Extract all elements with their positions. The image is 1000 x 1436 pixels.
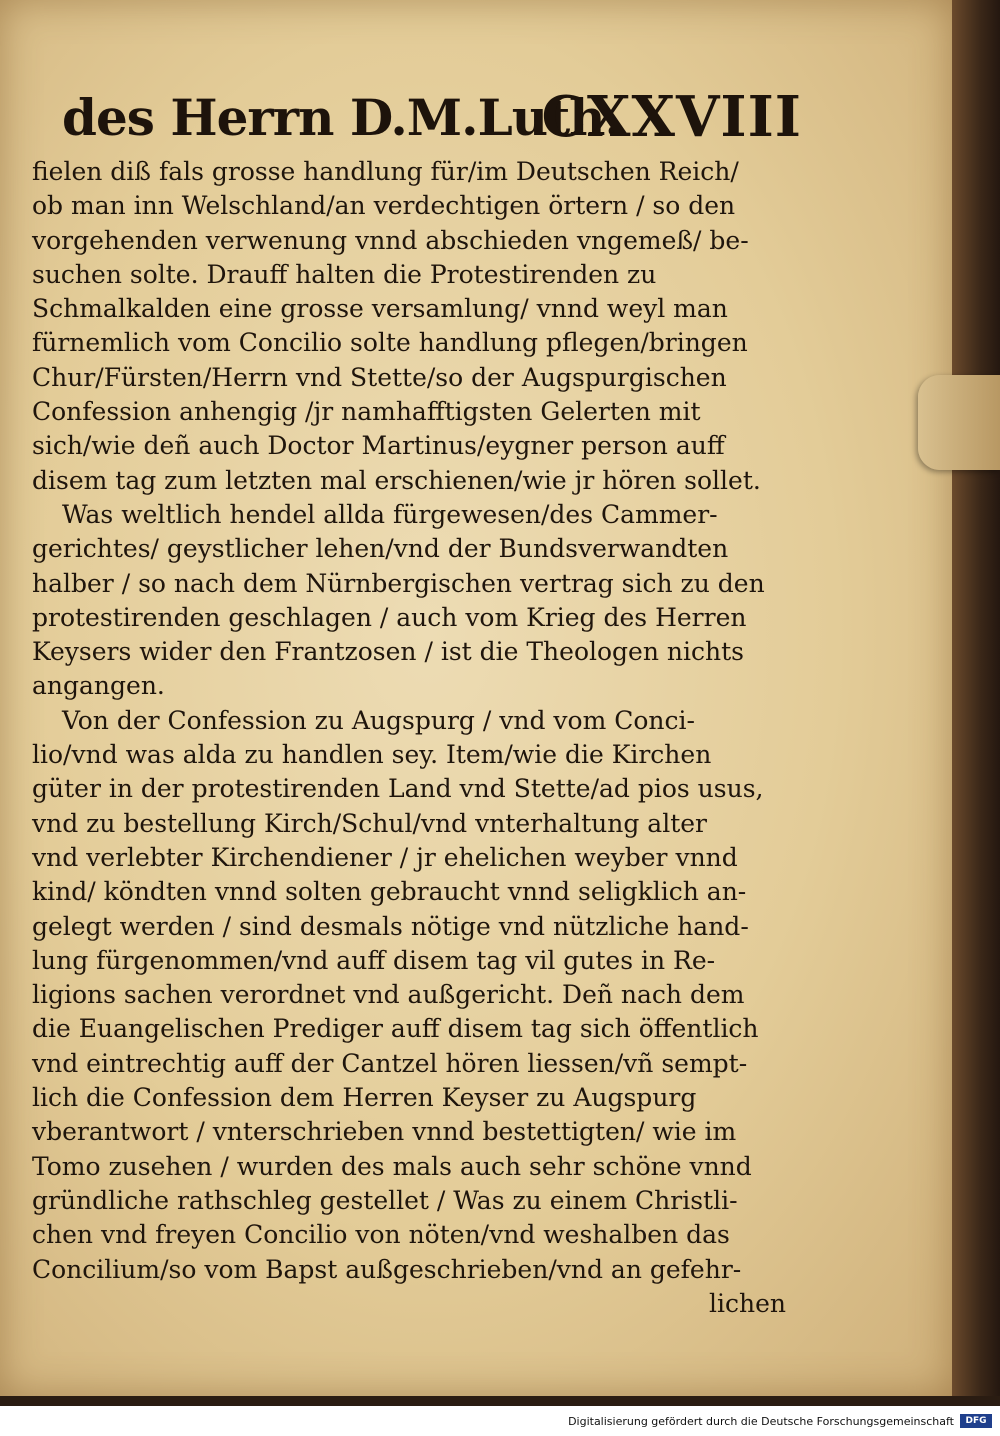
book-spine-edge [952,0,1000,1396]
text-line: disem tag zum letzten mal erschienen/wie jr hören sollet. [32,465,761,495]
text-line: vnd verlebter Kirchendiener / jr ehelichen weyber vnnd [32,842,738,872]
text-line: protestirenden geschlagen / auch vom Krieg des Herren [32,602,747,632]
text-line: suchen solte. Drauff halten die Protestirenden zu [32,259,657,289]
text-line: gelegt werden / sind desmals nötige vnd nützliche hand- [32,911,749,941]
text-line: Von der Confession zu Augspurg / vnd vom Conci- [62,705,695,735]
text-line: sich/wie deñ auch Doctor Martinus/eygner person auff [32,431,725,461]
text-line: lich die Confession dem Herren Keyser zu Augspurg [32,1083,697,1113]
text-line: Chur/Fürsten/Herrn vnd Stette/so der Augspurgischen [32,362,727,392]
text-line: fürnemlich vom Concilio solte handlung pflegen/bringen [32,328,748,358]
text-line: vberantwort / vnterschrieben vnnd bestettigten/ wie im [32,1117,737,1147]
text-line: vorgehenden verwenung vnnd abschieden vngemeß/ be- [32,225,749,255]
text-line: Was weltlich hendel allda fürgewesen/des Cammer- [62,499,718,529]
body-text [32,155,802,1321]
text-line: lung fürgenommen/vnd auff disem tag vil gutes in Re- [32,945,716,975]
text-line: vnd zu bestellung Kirch/Schul/vnd vnterhaltung alter [32,808,707,838]
text-line: Confession anhengig /jr namhafftigsten Gelerten mit [32,397,701,427]
folio-number: CXXVIII [541,84,802,150]
catchword: lichen [709,1288,786,1318]
text-line: ob man inn Welschland/an verdechtigen örtern / so den [32,191,736,221]
text-line: fielen diß fals grosse handlung für/im Deutschen Reich/ [32,157,739,186]
digitization-credit: Digitalisierung gefördert durch die Deutsche Forschungsgemeinschaft [568,1415,954,1428]
running-head: des Herrn D.M.Luth. [62,88,621,147]
text-line: angangen. [32,671,165,701]
text-line: die Euangelischen Prediger auff disem tag sich öffentlich [32,1014,759,1044]
text-line: vnd eintrechtig auff der Cantzel hören liessen/vñ sempt- [32,1048,748,1078]
text-line: gründliche rathschleg gestellet / Was zu einem Christli- [32,1185,738,1215]
text-line: kind/ köndten vnnd solten gebraucht vnnd seligklich an- [32,877,747,907]
text-line: gerichtes/ geystlicher lehen/vnd der Bundsverwandten [32,534,729,564]
text-line: Concilium/so vom Bapst außgeschrieben/vnd an gefehr- [32,1254,742,1284]
page-footer [0,1406,1000,1436]
dfg-logo-icon: DFG [960,1414,992,1428]
text-line: chen vnd freyen Concilio von nöten/vnd weshalben das [32,1220,730,1250]
text-line: Keysers wider den Frantzosen / ist die Theologen nichts [32,637,744,667]
text-line: lio/vnd was alda zu handlen sey. Item/wie die Kirchen [32,740,712,770]
text-line: ligions sachen verordnet vnd außgericht. Deñ nach dem [32,980,745,1010]
page-tab [918,375,1000,470]
text-line: Schmalkalden eine grosse versamlung/ vnnd weyl man [32,294,728,324]
text-line: Tomo zusehen / wurden des mals auch sehr schöne vnnd [32,1151,752,1181]
text-line: güter in der protestirenden Land vnd Stette/ad pios usus, [32,774,764,804]
text-line: halber / so nach dem Nürnbergischen vertrag sich zu den [32,568,765,598]
page-header [62,82,802,154]
